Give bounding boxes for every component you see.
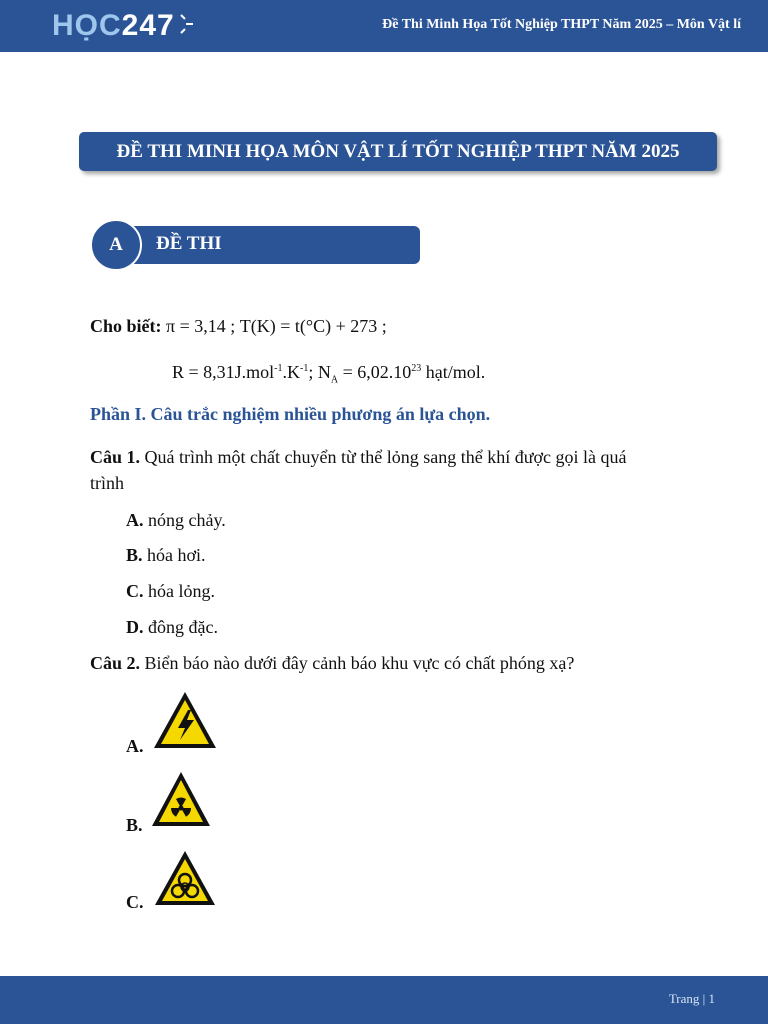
q1-option-a[interactable] <box>126 510 226 531</box>
section-title: ĐỀ THI <box>156 233 222 254</box>
formula-superscript: -1 <box>300 363 309 374</box>
formula-subscript: A <box>330 374 339 386</box>
header-title: Đề Thi Minh Họa Tốt Nghiệp THPT Năm 2025 – Môn Vật lí <box>382 17 741 32</box>
q2-option-c-key[interactable]: C. <box>126 892 144 912</box>
option-key: B. <box>126 545 143 565</box>
formula-exponent: 23 <box>411 363 422 374</box>
page-number: Trang | 1 <box>668 991 715 1006</box>
section-letter-badge: A <box>90 219 142 271</box>
option-key: D. <box>126 617 144 637</box>
hoc247-logo[interactable] <box>52 7 195 45</box>
exam-title-banner: ĐỀ THI MINH HỌA MÔN VẬT LÍ TỐT NGHIỆP THPT NĂM 2025 <box>79 132 717 171</box>
section-heading <box>90 219 422 271</box>
option-text: nóng chảy. <box>143 510 226 530</box>
question-1-text: Quá trình một chất chuyển từ thể lỏng sang thể khí được gọi là quá <box>140 447 627 467</box>
q1-option-d[interactable] <box>126 617 218 638</box>
q2-option-a-key[interactable]: A. <box>126 736 144 756</box>
q1-option-b[interactable] <box>126 545 206 566</box>
q1-option-c[interactable] <box>126 581 215 602</box>
formula-avogadro: ; N <box>308 362 331 382</box>
radiation-warning-icon[interactable] <box>150 770 212 828</box>
page-footer <box>0 976 768 1024</box>
option-text: đông đặc. <box>143 617 218 637</box>
q2-option-b-key[interactable]: B. <box>126 815 143 835</box>
question-1-label: Câu 1. <box>90 447 141 467</box>
question-2-line <box>90 653 574 674</box>
option-text: hóa hơi. <box>142 545 206 565</box>
formula-unit: hạt/mol. <box>421 362 486 382</box>
biohazard-warning-icon[interactable] <box>153 849 217 907</box>
page-header <box>0 0 768 52</box>
formula-superscript: -1 <box>274 363 283 374</box>
question-1-line-2: trình <box>90 473 124 493</box>
option-text: hóa lỏng. <box>143 581 215 601</box>
formula-avogadro-value: = 6,02.10 <box>338 362 412 382</box>
formula-gas-constant: R = 8,31J.mol <box>172 362 275 382</box>
question-2-text: Biển báo nào dưới đây cảnh báo khu vực có chất phóng xạ? <box>140 653 575 673</box>
question-2-label: Câu 2. <box>90 653 141 673</box>
logo-text-hoc: HỌC <box>52 9 122 42</box>
given-line-1 <box>90 316 387 337</box>
part-1-title: Phần I. Câu trắc nghiệm nhiều phương án lựa chọn. <box>90 404 491 424</box>
logo-text-247: 247 <box>121 9 175 42</box>
option-key: A. <box>126 510 144 530</box>
question-1-line-1 <box>90 447 626 468</box>
high-voltage-warning-icon[interactable] <box>152 690 218 750</box>
given-formula-1: π = 3,14 ; T(K) = t(°C) + 273 ; <box>166 316 387 336</box>
sparkle-icon <box>177 11 195 41</box>
formula-kelvin: .K <box>282 362 301 382</box>
option-key: C. <box>126 581 144 601</box>
given-label: Cho biết: <box>90 316 162 336</box>
given-line-2 <box>172 362 485 386</box>
